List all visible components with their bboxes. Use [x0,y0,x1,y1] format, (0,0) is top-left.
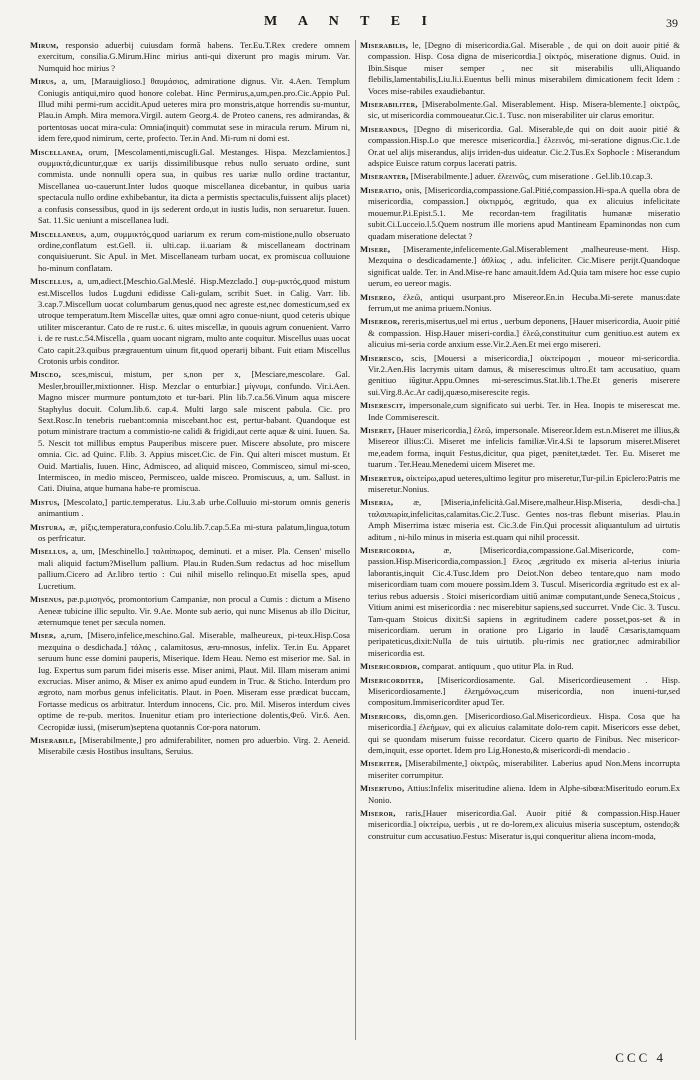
signature-mark: CCC 4 [615,1050,666,1065]
entry-definition: οἰκτείρω,apud ueteres,ultimo legitur pro miseretur,Tur-pil.in Epiclero:Patris me miseretur.Nonius. [368,472,680,495]
entry-definition: scis, [Mouersi a misericordia,] οἰκτείρομαι , moueor mi-sericordia. Vir.2.Aen.His lacrymis uitam damus, & miserescimus ultro.Et tam accusatiuo, quam genitiuo iūgitur.Appu.Omnes mi-serescimus.Stat.lib.1.The.Et generis miserere sui.Virg.8.Ac.Ar cadij,quæso,miserescite regis. [368,352,680,397]
entry-lemma: Miseria, [360,497,394,508]
entry-definition: [Misericordiosamente. Gal. Misericordieusement . Hisp. Misericordiosamente.] ἐλεημόνως,cum misericordia, non inueni-tur,sed compositum.Immisericorditer apud Ter. [368,674,680,708]
entry-lemma: Miserabilis, [360,40,409,50]
entry-lemma: Misericordia, [360,545,415,556]
dictionary-entry [30,276,350,367]
entry-lemma: Miseret, [360,425,395,435]
entry-lemma: Miscellus, [30,276,73,287]
page-header [0,12,700,36]
right-column [360,40,680,1040]
page-number: 39 [666,16,678,30]
entry-definition: a,rum, [Misero,infelice,meschino.Gal. Miserable, malheureux, pi-teux.Hisp.Cosa mezquina o desdichada.] τάλας , calamitosus, æru-mnosus, infelix. Ter.in Eu. Apparet seruum hunc esse domini pauperis, Miserique. Idem Heau. Nemo est miserior me. Sal. in Iug. Expertus sum parum fidei miseris esse. Miser animi, Plaut. Mil. Illam miseram animi excrucias. Miser animo, & Miser ex animo apud eundem in Truc. & Sticho. Interdum pro ægroto, nam morbus genus infelicitatis. Plaut. in Poen. Miseram esse prædicat buccam, Fortasse medicus os arbitratur. Interdum innocens, Cic. pro. Mil. Miseros interdum cives optime de re-pub. meritos. Inuenitur etiam pro interiectione dolentis,Φεῦ. Vir.6. Aen. Cecropidæ iussi, (miserum)septena quotannis Cor-pora natorum. [38,630,350,732]
entry-definition: ἐλεῶ, antiqui usurpant.pro Misereor.En.in Hecuba.Mi-serete manus:date ferrum,ut me anima priuem.Nonius. [368,291,680,313]
entry-lemma: Miserandus, [360,123,409,134]
entry-lemma: Miserescit, [360,400,406,411]
entry-lemma: Mistura, [30,521,66,532]
entry-definition: [Hauer misericordia,] ἐλεῶ, impersonale. Misereor.Idem est.n.Miseret me illius,& Misereor illius:Ci. Miseret me infelicis familiæ.Vir.4.Si te lapsorum miseret.Miseret me,eadem forma, inquit Festus,dicitur, qua piget, pænitet,tædet. Ter. Eu. Miseret me tuarum . Ter.Heau.Menedemi uicem Miseret me. [368,425,680,470]
entry-lemma: Miseretur, [360,472,404,483]
dictionary-entry [30,546,350,592]
entry-lemma: Miser, [30,630,57,641]
dictionary-entry [30,229,350,275]
dictionary-entry [360,244,680,290]
entry-lemma: Misceo, [30,369,62,380]
dictionary-entry [360,425,680,471]
entry-definition: æ, [Miseria,infelicità.Gal.Misere,malheur.Hisp.Miseria, desdi-cha.] ταλαιπωρία,infelicitas,calamitas.Cic.2.Tusc. Gentes nos-tras flebunt miserias. Plau.in Amph Miserrima istæc miseria est. Cic.3.de Fin.Qui processit aliquantulum ad uirtutis aditum , ni-hilo minus in miseria est.quam qui nihil processit. [368,497,680,542]
entry-lemma: Misericordior, [360,661,420,672]
entry-lemma: Misereo, [360,291,396,302]
entry-definition: a, um,adiect.[Meschio.Gal.Meslé. Hisp.Mezclado.] συμ-μικτός,quod mistum est.Miscellos ludos Lugduni edidisse Cali-gulam, scribit Suet. in Calig. Varr. lib. 3.cap.7.Miscellum uocat columbarum genus,quod nec agreste est,nec domesticum,sed ex utroque temperatum.Item Miscellæ uites, quæ omni agro conue-niunt, quod ceteris ubique utiliter miscerantur. Cato de re rust.c. 6. uites miscellæ, in quouis agrum conuenient. Varro i. de re rust.c.54.Miscella , quam uocant nigram, multo ante coquitur. Miscellus uuas uocat Cato capit.23.quibus prægrauentum uinum fit,quod operarij bibant. Fuit etiam Miscellus Crotonis urbis conditor. [38,276,350,366]
entry-definition: æ, μίξις,temperatura,confusio.Colu.lib.7.cap.5.Ea mi-stura palatum,lingua,totum os perfricatur. [38,521,350,544]
entry-lemma: Misericors, [360,710,407,721]
entry-definition: [Mescolato,] partic.temperatus. Liu.3.ab urbe.Colluuio mi-storum omnis generis animantium . [38,496,350,519]
entry-definition: comparat. antiquum , quo utitur Pla. in Rud. [421,661,574,672]
entry-definition: sces,miscui, mistum, per s,non per x, [Mesciare,mescolare. Gal. Mesler,brouiller,mixtionner. Hisp. Mezclar o enturbiar.] μίγνυμι, confundo. Vir.i.Aen. Magno miscer murmure pontum,toto et tur-bari. Plin lib.7.ca.56.Vinum aqua miscere Staphylus docuit. Colum.lib.6. cap.4. Multi largo sale miscent pabula. Cic. pro Sext.Rosc.In tenebris ruebant:omnia miscebant.hoc est, pertur-babant. Quandoque est potum ministrare tractum a commistio-ne calidi & frigidi,aut certe aquæ & uini. Iuuen. Sa. 5. Nescit tot millibus emptus Pauperibus miscere puer. Miscere absolute, pro miscere omnia. Cic. ad Quinc. F.lib. 3. Appius miscet.Cic. de Fin. Qui alteri miscet mustum. Et Ouid. Martialis, Iuuen. Hinc, Admisceo, ad aliquid misceo, Commisceo, simul mi-sceo, Intermisceo, in medio misceo, Permisceo, ualde misceo. Promiscuus, a, um. Sallust. in Cati. Diuina, atque humana habe-re promiscua. [38,369,350,494]
entry-lemma: Miseresco, [360,352,404,363]
entry-definition: a,um, συμμικτός,quod uariarum ex rerum com-mistione,nullo obseruato ordine,conflatum est.Gell. ii. ulti.cap. ii.uariam & miscellaneam doctrinam conquisiuerunt. Sic Apul. in Met. Miscellaneam turbam uocat, ex promiscua colluuione ho-minum conflatam. [38,228,350,273]
dictionary-entry [360,758,680,781]
entry-lemma: Mirum, [30,40,59,50]
entry-definition: orum, [Mescolamenti,miscugli.Gal. Mestanges. Hispa. Mezclamientos.] συμμικτὰ,dicuntur,quæ ex uarijs dissimilibusque rebus nullo seruato ordine, sunt commista. unde nonnulli opera sua, in quibus res uariæ nullo ordine tractantur, Miscellanea uo-cauerunt.Inter ludos quoque miscellanea dicebantur, in quibus uaria spectacula nullo ordine exhibebantur, ita dicta a permistis spectaculis,fuissent alijs placet) a confusis consessibus, quod in ijs sederent ordo,ut in iustis ludis, non seruaretur. Iuuen. Sat. 11.Sic ueniunt a miscellanea ludi. [38,146,350,226]
entry-definition: æ, [Misericordia,compassione.Gal.Misericorde, com-passion.Hisp.Misericordia,compassion.] ἔλεος ,ægritudo ex miseria al-terius iniuria laborantis,inquit Cic.4.Tusc.Idem pro Deiot.Non debeo tentare,quo nam modo misericordiam tuam com mouere possim.Idem 3. Tuscul. Misericordia ægritudo est ex al-terius rebus aduersis . Stoici misericordiam uitiū animæ computant,unde Seneca,Stoicus , Vitium animi est misericordia : nec miserebitur sapiens,sed succurret. Vnde Cic. 3. Tuscu. Tam-quam Stoicus dixit:Si sapiens in ægritudinem cadere posset,pos-set & in misericordiam. uerum in oratione pro Ligario in laudē Cæsaris,tamquam peripateticus,dixit:Nulla de tuis uirtutib. plu-rimis nec gratior,nec admirabilior misericordia est. [368,545,680,658]
dictionary-entry [360,40,680,97]
dictionary-entry [30,76,350,144]
dictionary-entry [360,473,680,496]
entry-lemma: Misereor, [360,316,400,327]
entry-lemma: Miseranter, [360,171,409,182]
entry-definition: pæ.p.μισηνός, promontorium Campaniæ, non procul a Cumis : dictum a Miseno Aeneæ tubicine illic sepulto. Vir. 9.Ae. Monte sub aerio, qui nunc Misenus ab illo Dicitur, æternumque tenet per sæcula nomen. [38,594,350,627]
entry-lemma: Miserabiliter, [360,99,418,110]
dictionary-entry [360,675,680,709]
entry-lemma: Misere, [360,243,391,254]
dictionary-entry [360,353,680,399]
dictionary-entry [30,630,350,733]
dictionary-entry [360,292,680,315]
dictionary-entry [360,171,680,182]
dictionary-entry [360,99,680,122]
dictionary-entry [360,124,680,170]
entry-lemma: Miseriter, [360,758,402,769]
dictionary-entry [30,40,350,74]
entry-definition: impersonale,cum significato sui uerbi. Ter. in Hea. Inopis te miserescat me. Inde Commiserescit. [368,400,680,422]
left-column [30,40,350,1040]
entry-definition: rereris,misertus,uel mi ertus , uerbum deponens, [Hauer misericordia, Auoir pitié & compassion. Hisp.Hauer miseri-cordia.] ἐλεῶ,constituitur cum genitiuo.est autem ex alicuius mi-seria corde anxium esse.Vir.2.Aen.Et mei ergo misereri. [368,316,680,350]
entry-definition: [Miserabolmente.Gal. Miserablement. Hisp. Misera-blemente.] οἰκτρῶς, sic, ut misericordia commoueatur.Cic.1. Tusc. non miserabiliter uir clarus emoritur. [368,99,680,121]
dictionary-entry [360,316,680,350]
dictionary-entry [30,497,350,520]
dictionary-entry [360,711,680,757]
entry-definition: le, [Degno di misericordia.Gal. Miserable , de qui on doit auoir pitié & compassion. Hisp. Cosa digna de misericordia.] οἰκτρός, miseratione dignus. Ouid. in Ibin.Sisque miser semper , nec sit miserabilis ulli,Aliquando flebilis,lamentabilis,Liu.li.i.Euentus belli minus miserabilem dimicationem fecit Idem : Voces mise-rabiles exaudiebantur. [368,40,680,96]
entry-lemma: Misericorditer, [360,674,424,685]
dictionary-entry [30,522,350,545]
entry-lemma: Misenus, [30,594,65,605]
entry-lemma: Misellus, [30,546,69,557]
dictionary-entry [30,147,350,227]
entry-definition: Attius:Infelix miseritudine aliena. Idem in Alphe-sibœa:Miseritudo eorum.Ex Nonio. [368,783,680,805]
column-divider [355,40,356,1040]
entry-lemma: Misertudo, [360,783,405,794]
dictionary-entry [30,735,350,758]
entry-definition: [Miserabilmente.] aduer. ἐλεεινῶς, cum miseratione . Gel.lib.10.cap.3. [410,171,653,182]
entry-definition: [Miserabilmente,] pro admiferabiliter, nomen pro aduerbio. Virg. 2. Aeneid. Miserabile cæsis Hostibus insultans, Seruius. [38,734,350,757]
entry-definition: [Miserabilmente,] οἰκτρῶς, miserabiliter. Laberius apud Non.Mens incorrupta miseriter corrumpitur. [368,758,680,780]
entry-lemma: Miseratio, [360,184,403,195]
entry-definition: a, um, [Marauiglioso.] θαυμάσιος, admiratione dignus. Vir. 4.Aen. Templum Coniugis antiqui,miro quod honore colebat. Hinc Permirus,a,um,pen.pro.Cic.Appio Pul. Illud mihi permi-rum accidit.Apud ueteres mira pro monstris,atque horrendis su-muntur, Plau.in Amph. Mira memora.Virgil. autem Georg.4. de Proteo canens, res admirandas, & portentosas uocat mira-cula: Omnia(inquit) commutat sese in miracula rerum. Mirum ni, idem fere,quod nimirum, certe, profecto. Ter.in And. Mi-rum ni domi est. [38,76,350,144]
entry-lemma: Mistus, [30,496,60,507]
entry-definition: a, um, [Meschinello.] ταλαίπωρος, deminuti. et a miser. Pla. Censen' misello mali aliquid factum?Misellum pallium. Plau.in Ruden.Sum redactus ad hoc misellum pallium.Cicero ad Ar.libro tertio : Cui nihil misello relinquo.Et misella spes, apud Lucretium. [38,546,350,591]
entry-lemma: Mirus, [30,76,57,87]
running-head: M A N T E I [263,14,436,29]
entry-lemma: Miserabile, [30,734,77,745]
entry-definition: dis,omn.gen. [Misericordioso.Gal.Misericordieux. Hispa. Cosa que ha misericordia.] ἐλεήμων, qui ex alicuius calamitate dolo-rem capit. Misericors esse debet, qui se quondam miserum fuisse recordatur. Cicero quarto de Finibus. Nec misericor-dem,inquit, esse oportet. Idem pro Lig.Honesto,& misericordi-di mendacio . [368,710,680,755]
dictionary-entry [360,497,680,543]
entry-definition: [Degno di misericordia. Gal. Miserable,de qui on doit auoir pitié & compassion.Hisp.Lo que meresce misericordia.] ἐλεεινός, mi-seratione dignus.Cic.1.de Or.at uel alijs miserandus, alijs irriden-dus uideatur. Cic.2.Tus.Ex Sophocle : Miserandum adspice Euisce ratum corpus lacerati patris. [368,123,680,169]
dictionary-entry [360,400,680,423]
entry-definition: [Miseramente,infelicemente.Gal.Miserablement ,malheureuse-ment. Hisp. Mezquina o desdicadamente.] ἀθλίως , adu. infeliciter. Cic.Misere perijt.Quandoque significat ualde. Ter. in And.Mise-re hanc amauit.Idem Ad.Quia tam misere hoc esse cupio uerum, eo uereor magis. [368,243,680,289]
entry-definition: raris,[Hauer misericordia.Gal. Auoir pitié & compassion.Hisp.Hauer misericordia.] οἰκτείρω, uerbis , ut re do-lorem,ex alicuius miseria susceptum, ostendo;& construitur cum accusatiuo.Festus: Miseratur is,qui conqueritur aliena incom-moda, [368,808,680,841]
dictionary-entry [360,185,680,242]
dictionary-entry [360,808,680,842]
dictionary-entry [30,369,350,494]
entry-lemma: Miseror, [360,808,396,818]
dictionary-entry [360,545,680,659]
dictionary-entry [30,594,350,628]
entry-lemma: Miscellanea, [30,146,83,157]
entry-definition: onis, [Misericordia,compassione.Gal.Pitié,compassion.Hi-spa.A quella obra de misericordia, compassion.] οἰκτιρμός, ægritudo, qua ex alicuius infelicitate mouemur.P.i.Epist.5.1. Me recordan-tem fragilitatis humanæ miseratio subit.Ci.Lucceio.l.5.Quem nostrum ille moriens apud Mantineam Epaminondas non cum quadam miseratione delectat ? [368,184,680,241]
entry-definition: responsio aduerbij cuiusdam formã habens. Ter.Eu.T.Rex credere omnem exercitum, consilia.G.Mirum.Hinc mirius anti-qui dixerunt pro magis mirum. Var. Numquid hoc mirius ? [38,40,350,73]
entry-lemma: Miscellaneus, [30,228,87,239]
dictionary-entry [360,661,680,672]
dictionary-entry [360,783,680,806]
